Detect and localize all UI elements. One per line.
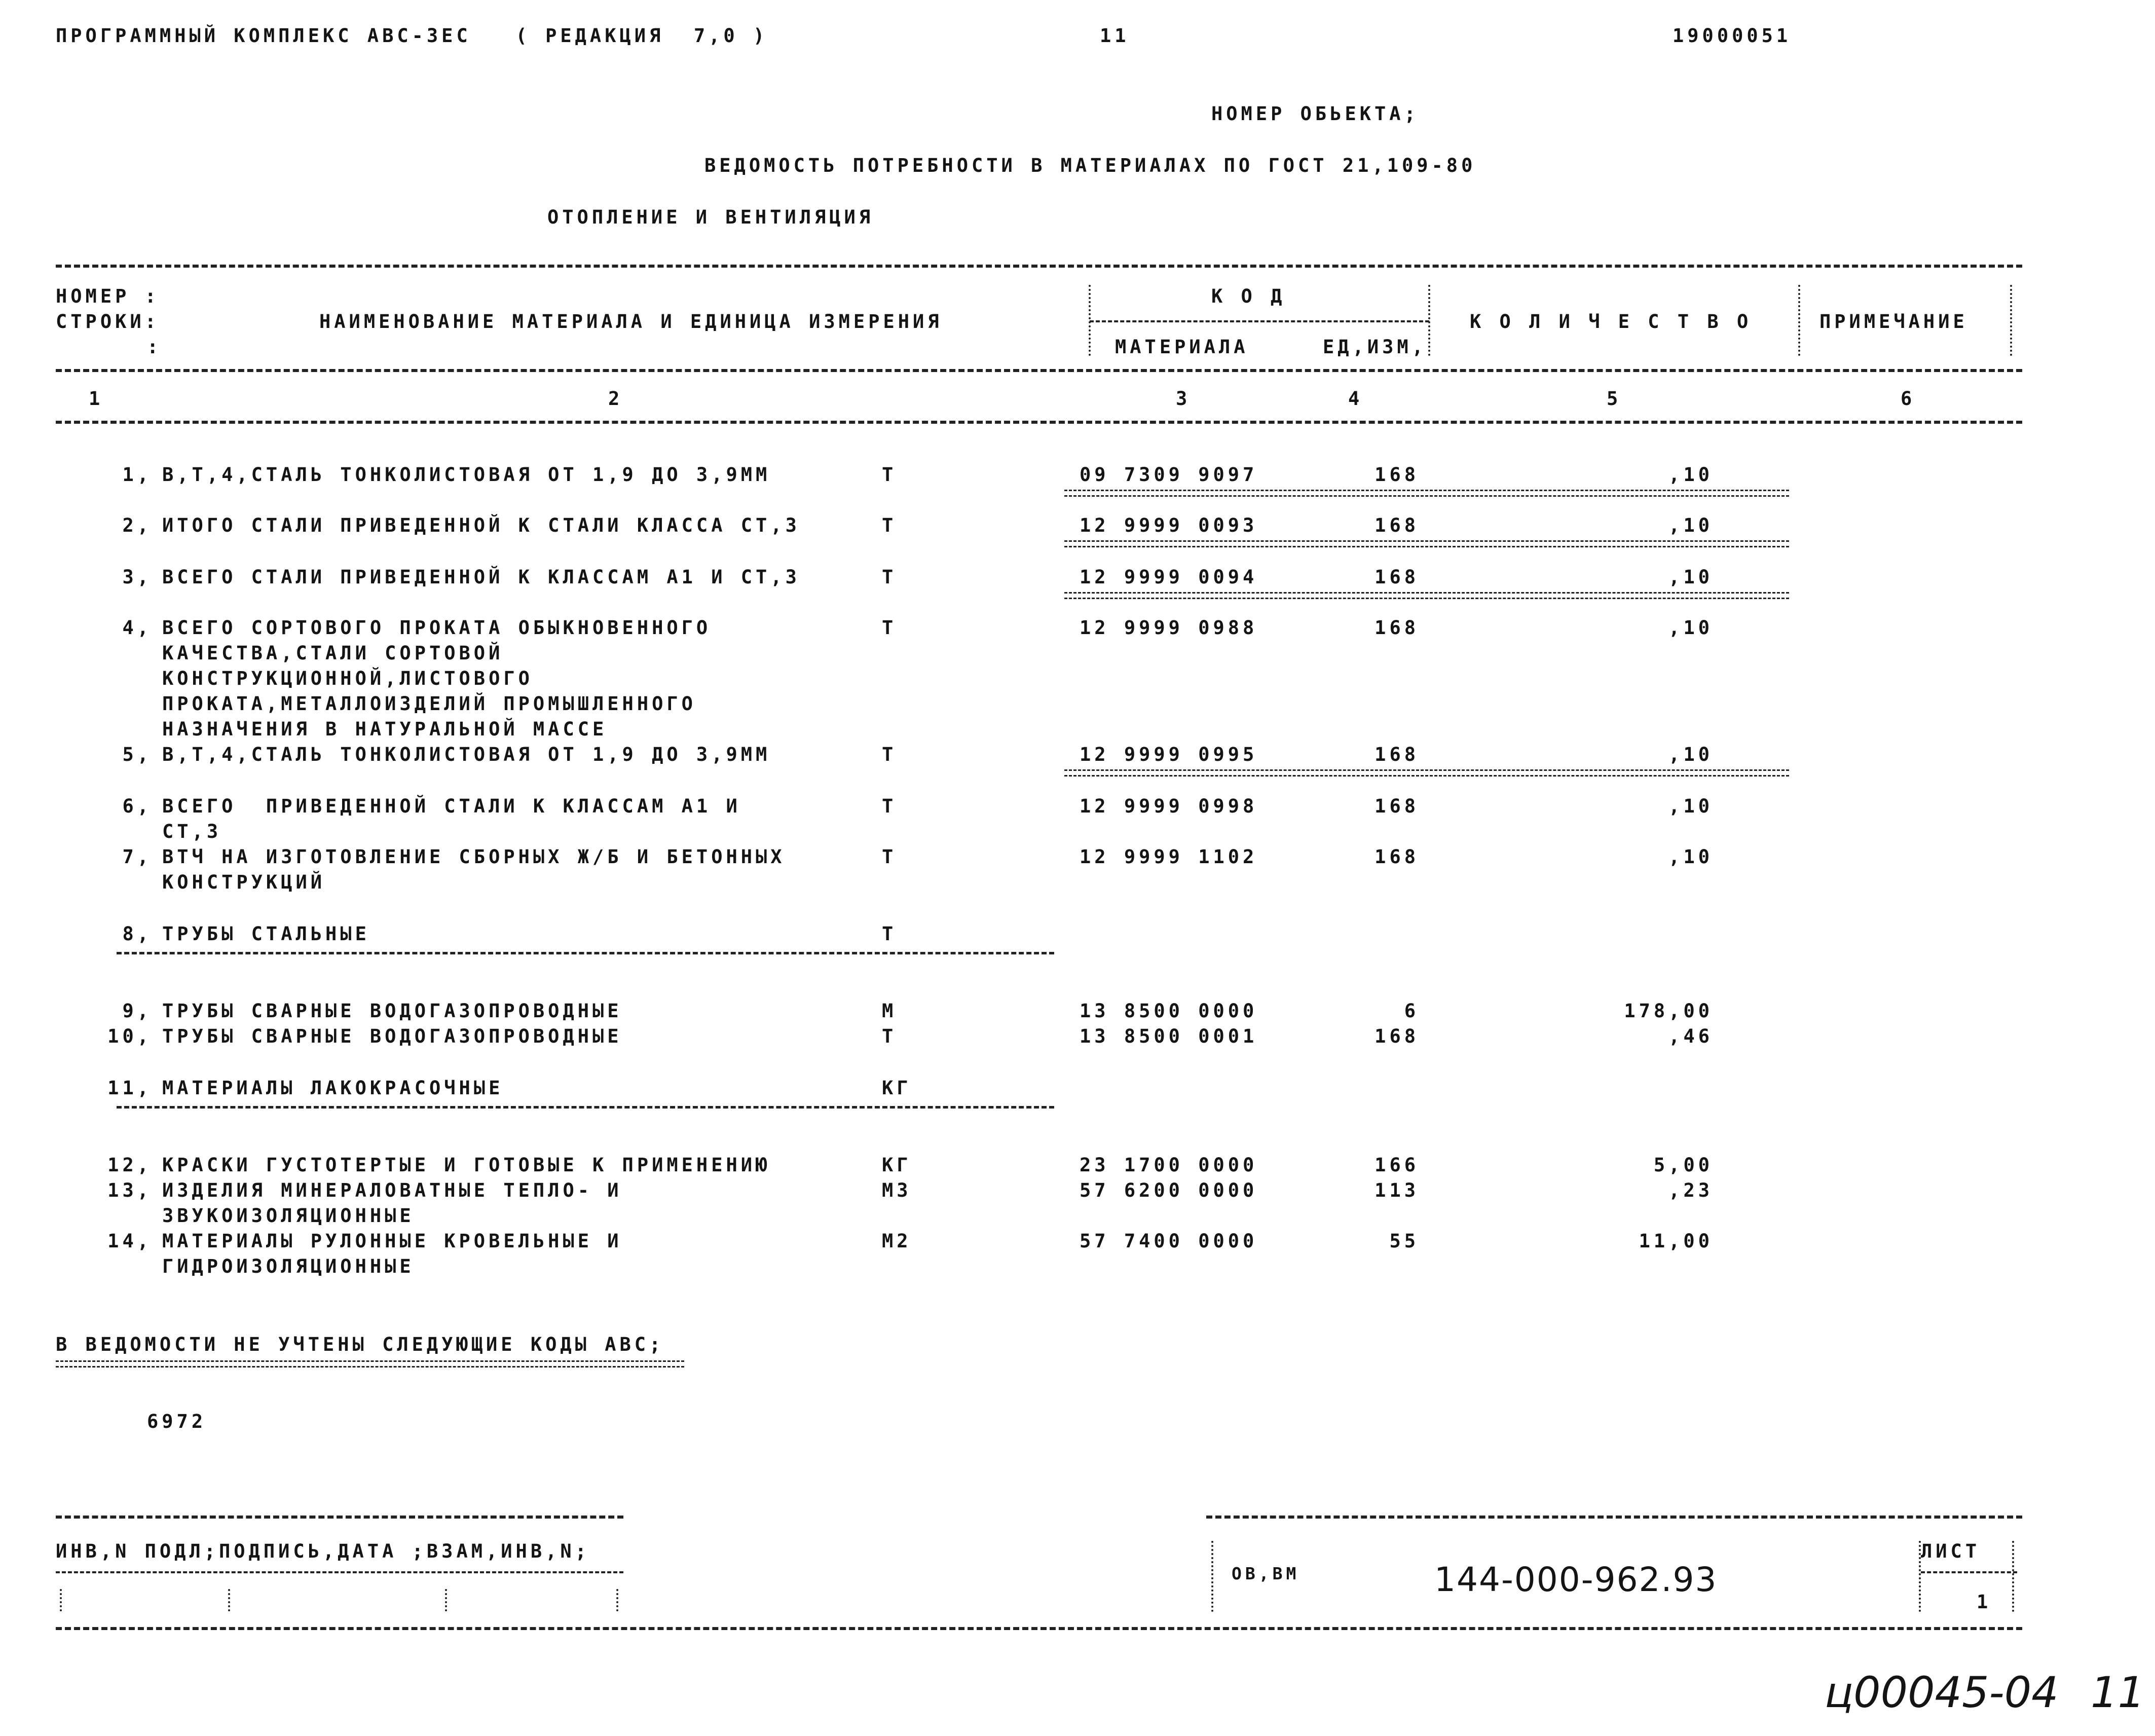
unit-code: 168 <box>1374 464 1419 486</box>
row-number: 3, <box>122 566 152 588</box>
unit-of-measure: М3 <box>882 1179 912 1201</box>
row-number: 4, <box>122 617 152 639</box>
unit-of-measure: Т <box>882 617 897 639</box>
material-name: МАТЕРИАЛЫ ЛАКОКРАСОЧНЫЕ <box>162 1077 504 1099</box>
header-bottom-rule <box>56 369 2022 372</box>
section-title: ОТОПЛЕНИЕ И ВЕНТИЛЯЦИЯ <box>547 206 874 228</box>
material-code: 12 9999 1102 <box>1080 846 1258 868</box>
unit-code: 168 <box>1374 1025 1419 1047</box>
unit-of-measure: М <box>882 1000 897 1022</box>
material-name: ИЗДЕЛИЯ МИНЕРАЛОВАТНЫЕ ТЕПЛО- И <box>162 1179 622 1201</box>
material-code: 12 9999 0998 <box>1080 795 1258 817</box>
group-dash-rule <box>117 1106 1054 1109</box>
stamp-separator <box>445 1589 447 1611</box>
note-column-header: ПРИМЕЧАНИЕ <box>1819 311 1968 333</box>
unit-code: 168 <box>1374 795 1419 817</box>
material-code: 13 8500 0000 <box>1080 1000 1258 1022</box>
col-number-2: 2 <box>608 388 623 410</box>
material-name: КАЧЕСТВА,СТАЛИ СОРТОВОЙ <box>162 642 504 664</box>
material-name: МАТЕРИАЛЫ РУЛОННЫЕ КРОВЕЛЬНЫЕ И <box>162 1230 622 1252</box>
ov-vm-label: ОВ,ВМ <box>1232 1564 1300 1583</box>
material-name: ВСЕГО СОРТОВОГО ПРОКАТА ОБЫКНОВЕННОГО <box>162 617 712 639</box>
quantity-value: 178,00 <box>1624 1000 1713 1022</box>
row-number: 6, <box>122 795 152 817</box>
col-number-4: 4 <box>1348 388 1363 410</box>
page-title: ВЕДОМОСТЬ ПОТРЕБНОСТИ В МАТЕРИАЛАХ ПО ГОСТ 21,109-80 <box>704 155 1476 176</box>
unit-of-measure: М2 <box>882 1230 912 1252</box>
material-name: КРАСКИ ГУСТОТЕРТЫЕ И ГОТОВЫЕ К ПРИМЕНЕНИЮ <box>162 1154 771 1176</box>
material-name: КОНСТРУКЦИОННОЙ,ЛИСТОВОГО <box>162 668 533 689</box>
material-name: ПРОКАТА,МЕТАЛЛОИЗДЕЛИЙ ПРОМЫШЛЕННОГО <box>162 693 696 715</box>
unit-of-measure: Т <box>882 1025 897 1047</box>
material-code: 57 7400 0000 <box>1080 1230 1258 1252</box>
quantity-value: ,23 <box>1668 1179 1713 1201</box>
row-no-header-1: НОМЕР : <box>56 285 160 307</box>
unit-of-measure: КГ <box>882 1077 912 1099</box>
program-header: ПРОГРАММНЫЙ КОМПЛЕКС АВС-3ЕС ( РЕДАКЦИЯ 7,0 ) <box>56 25 768 47</box>
material-name: ТРУБЫ СВАРНЫЕ ВОДОГАЗОПРОВОДНЫЕ <box>162 1000 622 1022</box>
handwritten-page-number: 11 <box>2091 1668 2145 1717</box>
document-number: 144-000-962.93 <box>1434 1560 1718 1599</box>
unaccounted-codes-note: В ВЕДОМОСТИ НЕ УЧТЕНЫ СЛЕДУЮЩИЕ КОДЫ АВС; <box>56 1334 664 1355</box>
row-number: 2, <box>122 514 152 536</box>
archive-number: ц00045-04 <box>1825 1668 2059 1717</box>
material-code: 12 9999 0093 <box>1080 514 1258 536</box>
row-number: 12, <box>107 1154 152 1176</box>
material-code: 09 7309 9097 <box>1080 464 1258 486</box>
material-name: ВСЕГО ПРИВЕДЕННОЙ СТАЛИ К КЛАССАМ А1 И <box>162 795 741 817</box>
code-material-header: МАТЕРИАЛА <box>1115 336 1249 358</box>
column-separator <box>1428 285 1430 356</box>
row-number: 10, <box>107 1025 152 1047</box>
material-name: ТРУБЫ СТАЛЬНЫЕ <box>162 923 370 945</box>
unit-of-measure: Т <box>882 923 897 945</box>
group-dash-rule <box>117 952 1054 954</box>
unit-code: 168 <box>1374 514 1419 536</box>
column-separator <box>2010 285 2012 356</box>
quantity-value: ,10 <box>1668 617 1713 639</box>
material-name: ГИДРОИЗОЛЯЦИОННЫЕ <box>162 1255 415 1277</box>
unit-code: 6 <box>1404 1000 1419 1022</box>
stamp-separator <box>2012 1541 2014 1612</box>
quantity-value: ,10 <box>1668 566 1713 588</box>
quantity-value: ,10 <box>1668 795 1713 817</box>
row-no-header-2: СТРОКИ: <box>56 311 160 333</box>
unit-code: 168 <box>1374 744 1419 765</box>
unit-code: 168 <box>1374 617 1419 639</box>
material-name: ВТЧ НА ИЗГОТОВЛЕНИЕ СБОРНЫХ Ж/Б И БЕТОННЫХ <box>162 846 786 868</box>
column-numbers-rule <box>56 421 2022 424</box>
unaccounted-code: 6972 <box>147 1411 207 1432</box>
quantity-value: 5,00 <box>1653 1154 1713 1176</box>
unit-code: 113 <box>1374 1179 1419 1201</box>
sheet-rule <box>1921 1571 2017 1573</box>
material-name: ТРУБЫ СВАРНЫЕ ВОДОГАЗОПРОВОДНЫЕ <box>162 1025 622 1047</box>
material-name: ЗВУКОИЗОЛЯЦИОННЫЕ <box>162 1205 415 1227</box>
material-name: В,Т,4,СТАЛЬ ТОНКОЛИСТОВАЯ ОТ 1,9 ДО 3,9ММ <box>162 744 771 765</box>
code-unit-header: ЕД,ИЗМ, <box>1323 336 1427 358</box>
stamp-separator <box>60 1589 62 1611</box>
row-number: 13, <box>107 1179 152 1201</box>
document-code: 19000051 <box>1673 25 1792 47</box>
page-number: 11 <box>1100 25 1130 47</box>
col-number-6: 6 <box>1901 388 1916 410</box>
name-column-header: НАИМЕНОВАНИЕ МАТЕРИАЛА И ЕДИНИЦА ИЗМЕРЕНИЯ <box>319 311 943 333</box>
stamp-left-mid-rule <box>56 1571 623 1573</box>
subtotal-double-rule <box>1064 592 1789 599</box>
material-name: В,Т,4,СТАЛЬ ТОНКОЛИСТОВАЯ ОТ 1,9 ДО 3,9ММ <box>162 464 771 486</box>
row-number: 11, <box>107 1077 152 1099</box>
unit-of-measure: Т <box>882 464 897 486</box>
unit-code: 168 <box>1374 846 1419 868</box>
material-name: СТ,3 <box>162 821 222 842</box>
material-code: 12 9999 0094 <box>1080 566 1258 588</box>
stamp-left-headers: ИНВ,N ПОДЛ;ПОДПИСЬ,ДАТА ;ВЗАМ,ИНВ,N; <box>56 1540 590 1562</box>
col-number-3: 3 <box>1176 388 1191 410</box>
stamp-separator <box>616 1589 618 1611</box>
material-name: ИТОГО СТАЛИ ПРИВЕДЕННОЙ К СТАЛИ КЛАССА СТ,3 <box>162 514 800 536</box>
code-subheader-rule <box>1090 320 1429 322</box>
subtotal-double-rule <box>1064 540 1789 547</box>
material-code: 12 9999 0995 <box>1080 744 1258 765</box>
row-number: 8, <box>122 923 152 945</box>
stamp-separator <box>228 1589 230 1611</box>
code-column-header: К О Д <box>1211 285 1286 307</box>
stamp-separator <box>1211 1541 1213 1612</box>
column-separator <box>1089 285 1091 356</box>
column-separator <box>1798 285 1800 356</box>
object-number-label: НОМЕР ОБЬЕКТА; <box>1211 103 1419 125</box>
unit-of-measure: Т <box>882 514 897 536</box>
material-code: 23 1700 0000 <box>1080 1154 1258 1176</box>
sheet-label: ЛИСТ <box>1921 1540 1981 1562</box>
note-double-rule <box>56 1360 684 1368</box>
material-code: 12 9999 0988 <box>1080 617 1258 639</box>
subtotal-double-rule <box>1064 490 1789 497</box>
sheet-number: 1 <box>1977 1591 1992 1613</box>
unit-of-measure: Т <box>882 795 897 817</box>
row-number: 1, <box>122 464 152 486</box>
row-no-header-3: : <box>147 336 162 358</box>
material-code: 57 6200 0000 <box>1080 1179 1258 1201</box>
unit-of-measure: КГ <box>882 1154 912 1176</box>
unit-code: 166 <box>1374 1154 1419 1176</box>
stamp-bottom-rule <box>56 1627 2022 1630</box>
quantity-column-header: К О Л И Ч Е С Т В О <box>1470 311 1752 333</box>
unit-of-measure: Т <box>882 566 897 588</box>
unit-of-measure: Т <box>882 846 897 868</box>
quantity-value: ,10 <box>1668 846 1713 868</box>
subtotal-double-rule <box>1064 769 1789 777</box>
unit-code: 55 <box>1389 1230 1419 1252</box>
quantity-value: ,10 <box>1668 514 1713 536</box>
stamp-left-top-rule <box>56 1516 623 1519</box>
row-number: 9, <box>122 1000 152 1022</box>
row-number: 5, <box>122 744 152 765</box>
material-name: КОНСТРУКЦИЙ <box>162 871 326 893</box>
material-name: НАЗНАЧЕНИЯ В НАТУРАЛЬНОЙ МАССЕ <box>162 718 608 740</box>
quantity-value: ,46 <box>1668 1025 1713 1047</box>
quantity-value: 11,00 <box>1639 1230 1713 1252</box>
material-name: ВСЕГО СТАЛИ ПРИВЕДЕННОЙ К КЛАССАМ А1 И СТ,3 <box>162 566 800 588</box>
col-number-1: 1 <box>89 388 104 410</box>
material-code: 13 8500 0001 <box>1080 1025 1258 1047</box>
row-number: 7, <box>122 846 152 868</box>
col-number-5: 5 <box>1607 388 1622 410</box>
unit-code: 168 <box>1374 566 1419 588</box>
stamp-right-top-rule <box>1206 1516 2022 1519</box>
stamp-separator <box>1919 1541 1921 1612</box>
row-number: 14, <box>107 1230 152 1252</box>
quantity-value: ,10 <box>1668 464 1713 486</box>
table-top-rule <box>56 265 2022 268</box>
quantity-value: ,10 <box>1668 744 1713 765</box>
unit-of-measure: Т <box>882 744 897 765</box>
